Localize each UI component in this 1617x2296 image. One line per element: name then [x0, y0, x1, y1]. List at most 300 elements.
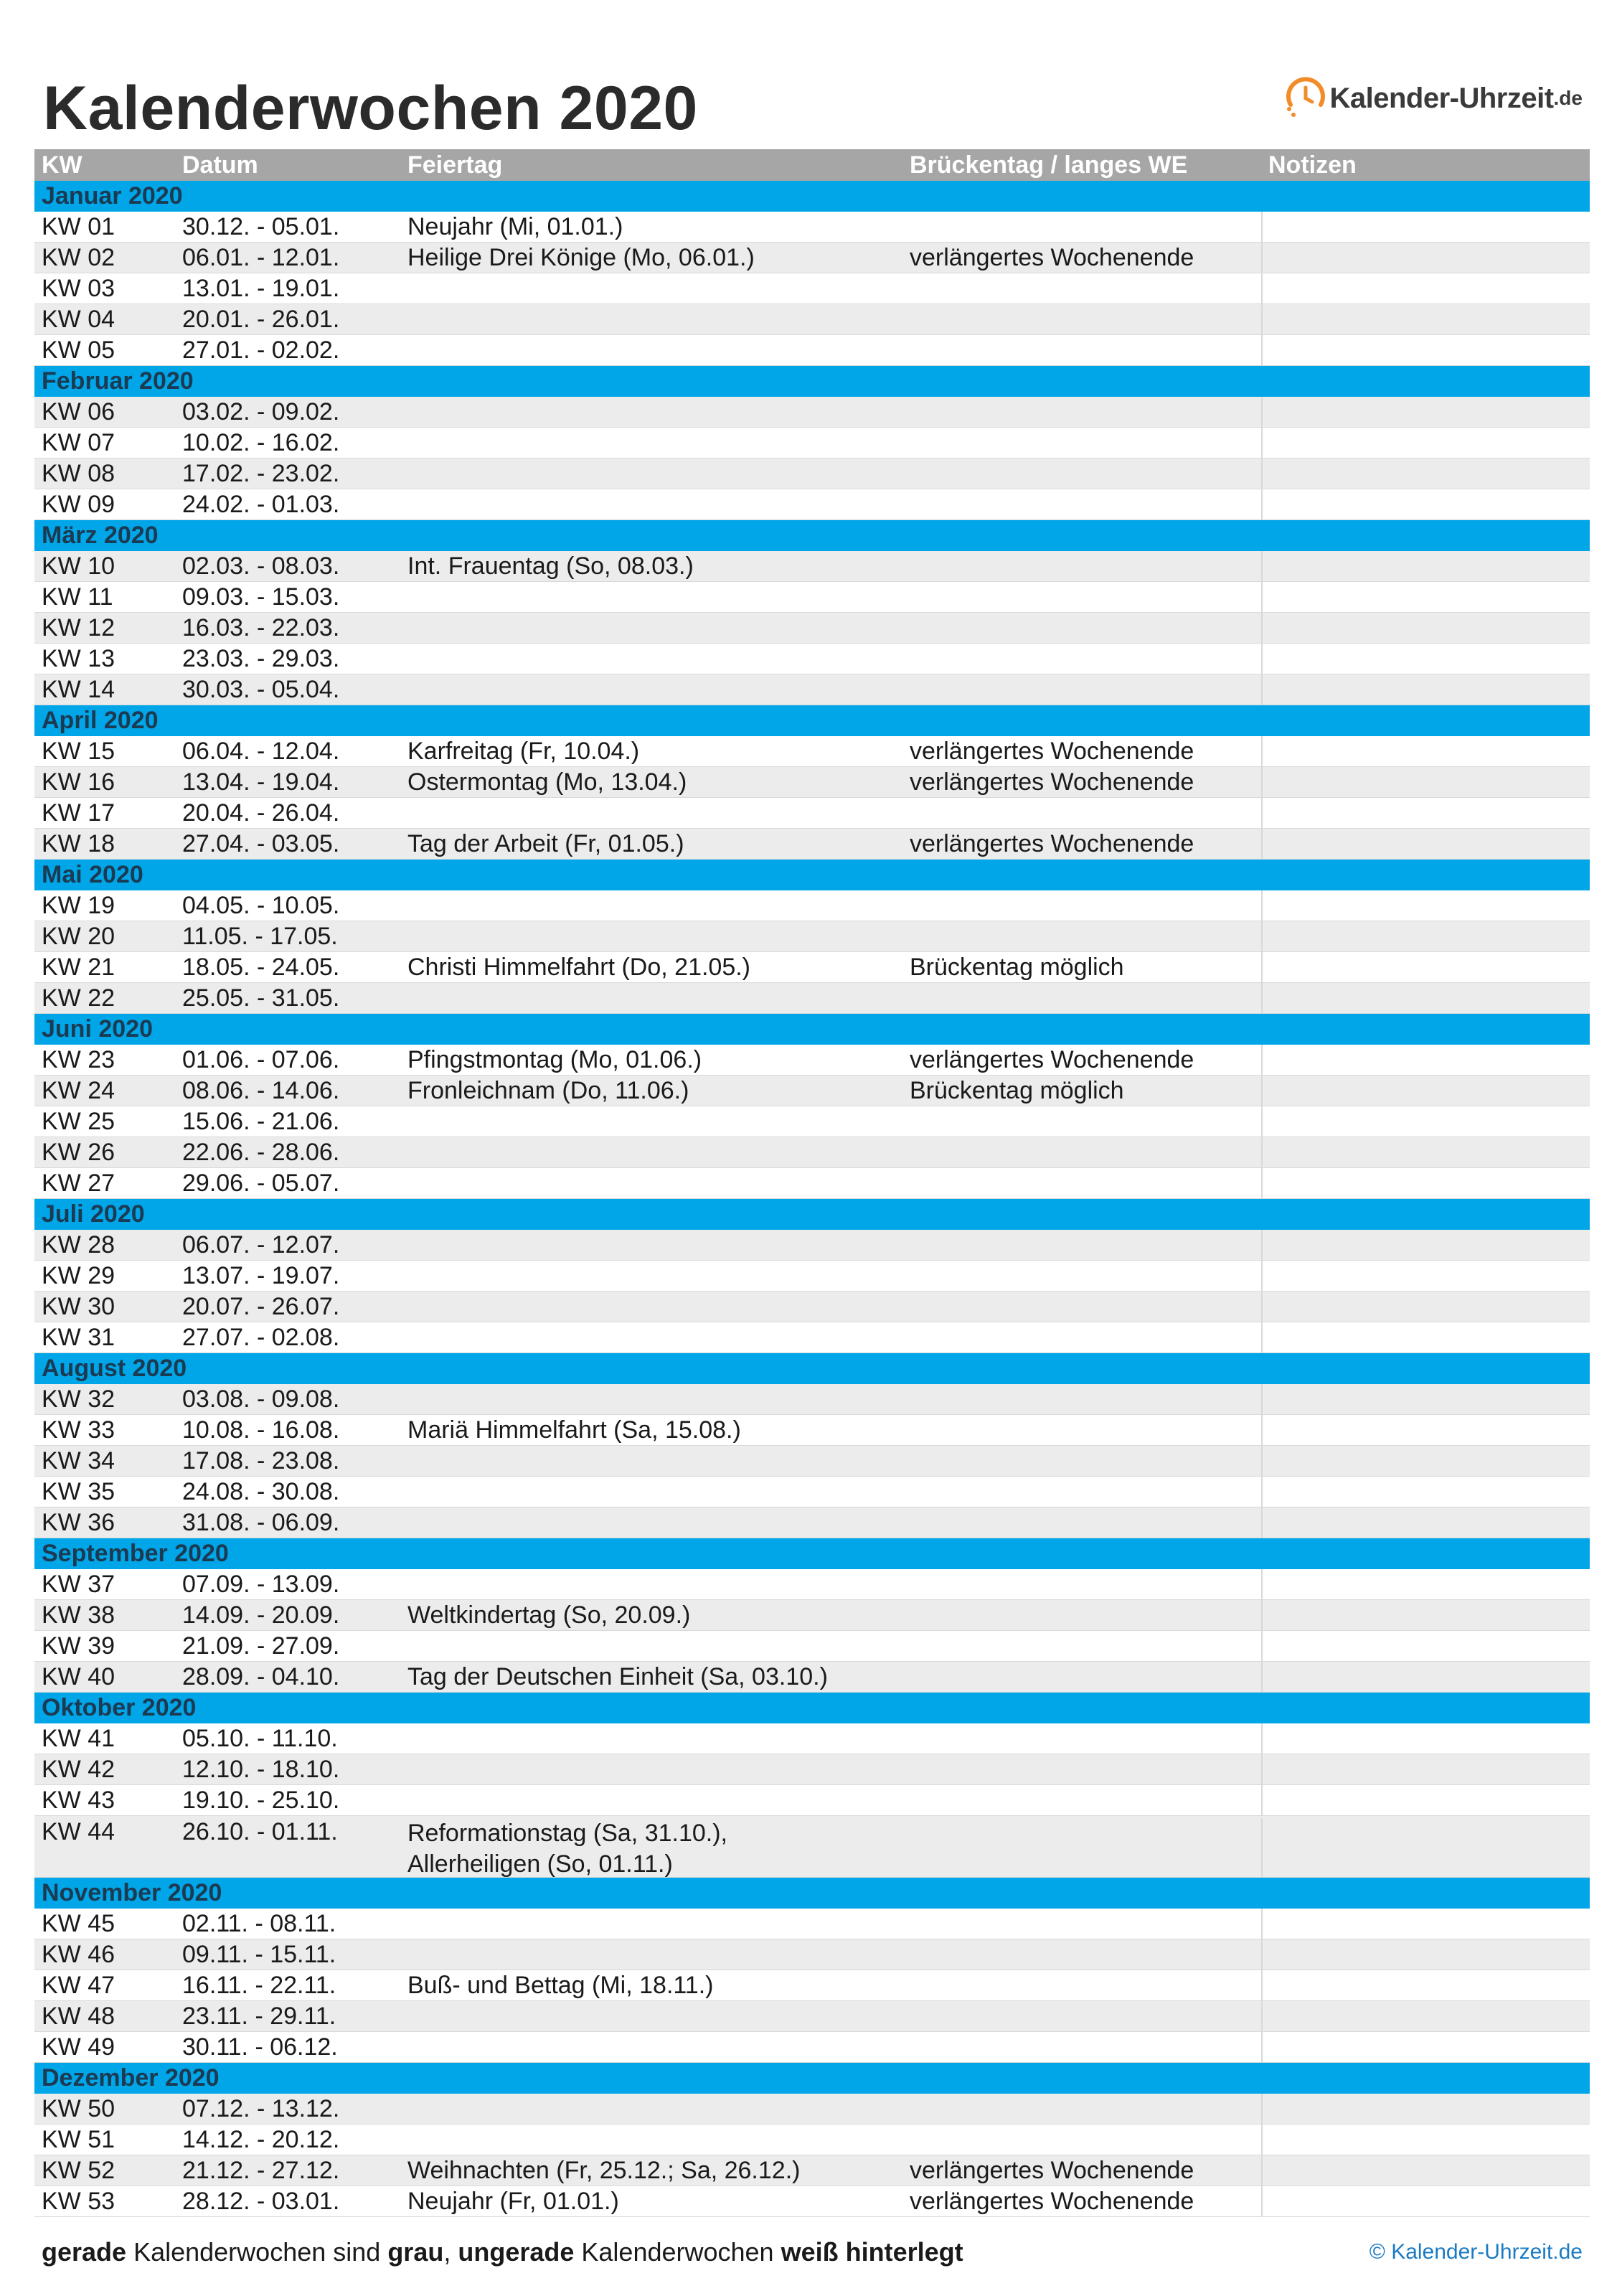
cell-notizen[interactable] — [1261, 1322, 1590, 1352]
cell-datum: 01.06. - 07.06. — [182, 1045, 340, 1073]
cell-kw: KW 28 — [42, 1231, 116, 1258]
header-notizen: Notizen — [1268, 151, 1357, 179]
cell-feiertag — [400, 2032, 902, 2062]
cell-feiertag — [400, 2125, 902, 2155]
cell-datum: 28.09. - 04.10. — [182, 1662, 340, 1690]
cell-kw: KW 36 — [42, 1508, 116, 1536]
cell-kw: KW 03 — [42, 274, 116, 302]
legend-text-1: Kalenderwochen sind — [126, 2237, 388, 2267]
cell-kw: KW 22 — [42, 984, 116, 1012]
cell-brueckentag — [902, 1415, 1261, 1445]
cell-datum: 30.03. - 05.04. — [182, 675, 340, 703]
page-title: Kalenderwochen 2020 — [43, 74, 698, 143]
cell-kw: KW 09 — [42, 490, 116, 518]
header-kw: KW — [42, 151, 82, 179]
month-row — [34, 1538, 1590, 1569]
cell-feiertag — [400, 1569, 902, 1599]
cell-notizen[interactable] — [1261, 2094, 1590, 2124]
cell-datum: 30.12. - 05.01. — [182, 212, 340, 240]
cell-feiertag — [400, 1446, 902, 1476]
month-row — [34, 1353, 1590, 1384]
cell-kw: KW 05 — [42, 336, 116, 364]
table-row — [34, 1415, 1590, 1446]
cell-brueckentag: Brückentag möglich — [910, 953, 1124, 981]
cell-notizen[interactable] — [1261, 983, 1590, 1013]
cell-notizen[interactable] — [1261, 829, 1590, 859]
cell-feiertag — [400, 273, 902, 304]
table-row — [34, 2125, 1590, 2155]
cell-feiertag: Neujahr (Fr, 01.01.) — [407, 2187, 619, 2215]
cell-feiertag — [400, 644, 902, 674]
cell-datum: 03.02. - 09.02. — [182, 397, 340, 425]
cell-datum: 27.01. - 02.02. — [182, 336, 340, 364]
cell-kw: KW 39 — [42, 1632, 116, 1660]
cell-feiertag — [400, 489, 902, 519]
table-row — [34, 1600, 1590, 1631]
cell-notizen[interactable] — [1261, 674, 1590, 705]
cell-brueckentag — [902, 1477, 1261, 1507]
table-row — [34, 983, 1590, 1014]
cell-datum: 10.08. - 16.08. — [182, 1416, 340, 1444]
table-row — [34, 1446, 1590, 1477]
cell-notizen[interactable] — [1261, 1106, 1590, 1137]
month-row — [34, 705, 1590, 736]
cell-kw: KW 17 — [42, 799, 116, 827]
table-row — [34, 890, 1590, 921]
table-row — [34, 674, 1590, 705]
month-label: Oktober 2020 — [42, 1694, 197, 1721]
cell-brueckentag — [902, 273, 1261, 304]
cell-notizen[interactable] — [1261, 428, 1590, 458]
table-row — [34, 1662, 1590, 1693]
cell-notizen[interactable] — [1261, 1723, 1590, 1754]
table-row — [34, 644, 1590, 674]
table-row — [34, 2094, 1590, 2125]
table-row — [34, 1106, 1590, 1137]
cell-datum: 09.11. - 15.11. — [182, 1940, 336, 1968]
cell-feiertag — [400, 2094, 902, 2124]
cell-kw: KW 12 — [42, 613, 116, 641]
cell-datum: 06.01. - 12.01. — [182, 243, 340, 271]
cell-feiertag — [400, 397, 902, 427]
legend-grau: grau — [387, 2237, 444, 2267]
cell-datum: 02.03. - 08.03. — [182, 552, 340, 580]
cell-brueckentag — [902, 1384, 1261, 1414]
table-row — [34, 1477, 1590, 1507]
logo-tld: .de — [1553, 87, 1583, 109]
cell-notizen[interactable] — [1261, 304, 1590, 334]
table-row — [34, 1045, 1590, 1076]
cell-kw: KW 15 — [42, 737, 116, 765]
cell-datum: 21.09. - 27.09. — [182, 1632, 340, 1660]
cell-brueckentag — [902, 335, 1261, 365]
cell-datum: 25.05. - 31.05. — [182, 984, 340, 1012]
cell-datum: 13.04. - 19.04. — [182, 768, 340, 796]
clock-logo-icon — [1283, 76, 1328, 121]
logo-text: Kalender-Uhrzeit — [1329, 82, 1554, 114]
cell-notizen[interactable] — [1261, 273, 1590, 304]
cell-brueckentag — [902, 2032, 1261, 2062]
cell-datum: 24.02. - 01.03. — [182, 490, 340, 518]
table-row — [34, 798, 1590, 829]
cell-notizen[interactable] — [1261, 1569, 1590, 1599]
cell-brueckentag — [902, 674, 1261, 705]
cell-notizen[interactable] — [1261, 1662, 1590, 1692]
cell-kw: KW 26 — [42, 1138, 116, 1166]
cell-notizen[interactable] — [1261, 2125, 1590, 2155]
cell-brueckentag — [902, 921, 1261, 951]
legend-ungerade: ungerade — [458, 2237, 575, 2267]
cell-feiertag — [400, 335, 902, 365]
month-row — [34, 1014, 1590, 1045]
legend-footer — [42, 2237, 963, 2267]
cell-notizen[interactable] — [1261, 458, 1590, 489]
cell-datum: 03.08. - 09.08. — [182, 1385, 340, 1413]
table-row — [34, 1939, 1590, 1970]
cell-notizen[interactable] — [1261, 1970, 1590, 2000]
cell-feiertag — [400, 1631, 902, 1661]
month-row — [34, 860, 1590, 890]
legend-gerade: gerade — [42, 2237, 127, 2267]
cell-datum: 24.08. - 30.08. — [182, 1477, 340, 1505]
cell-brueckentag — [902, 613, 1261, 643]
cell-notizen[interactable] — [1261, 1477, 1590, 1507]
cell-kw: KW 50 — [42, 2094, 116, 2122]
cell-brueckentag: verlängertes Wochenende — [910, 737, 1194, 765]
cell-kw: KW 11 — [42, 583, 113, 611]
cell-feiertag: Neujahr (Mi, 01.01.) — [407, 212, 623, 240]
cell-kw: KW 01 — [42, 212, 116, 240]
cell-notizen[interactable] — [1261, 1785, 1590, 1815]
cell-kw: KW 40 — [42, 1662, 116, 1690]
cell-brueckentag — [902, 2001, 1261, 2031]
cell-datum: 16.11. - 22.11. — [182, 1971, 336, 1999]
month-label: Februar 2020 — [42, 367, 194, 395]
cell-brueckentag — [902, 798, 1261, 828]
cell-kw: KW 02 — [42, 243, 116, 271]
cell-feiertag — [400, 304, 902, 334]
calendar-week-table — [34, 149, 1590, 2217]
cell-notizen[interactable] — [1261, 1261, 1590, 1291]
table-row — [34, 428, 1590, 458]
table-row — [34, 2001, 1590, 2032]
cell-datum: 06.04. - 12.04. — [182, 737, 340, 765]
cell-notizen[interactable] — [1261, 1446, 1590, 1476]
cell-datum: 13.01. - 19.01. — [182, 274, 340, 302]
table-row — [34, 582, 1590, 613]
cell-brueckentag — [902, 1818, 1261, 1877]
cell-feiertag — [400, 1754, 902, 1784]
cell-datum: 17.02. - 23.02. — [182, 459, 340, 487]
table-row — [34, 921, 1590, 952]
cell-notizen[interactable] — [1261, 890, 1590, 921]
table-row — [34, 736, 1590, 767]
header-brueckentag: Brückentag / langes WE — [910, 151, 1188, 179]
cell-brueckentag — [902, 1662, 1261, 1692]
cell-notizen[interactable] — [1261, 1754, 1590, 1784]
cell-brueckentag — [902, 1939, 1261, 1970]
cell-datum: 16.03. - 22.03. — [182, 613, 340, 641]
cell-brueckentag — [902, 1909, 1261, 1939]
cell-brueckentag: verlängertes Wochenende — [910, 1045, 1194, 1073]
cell-kw: KW 07 — [42, 428, 116, 456]
cell-feiertag — [400, 1292, 902, 1322]
cell-kw: KW 06 — [42, 397, 116, 425]
cell-notizen[interactable] — [1261, 2032, 1590, 2062]
cell-brueckentag — [902, 397, 1261, 427]
cell-kw: KW 30 — [42, 1292, 116, 1320]
cell-notizen[interactable] — [1261, 798, 1590, 828]
cell-notizen[interactable] — [1261, 212, 1590, 242]
cell-brueckentag — [902, 212, 1261, 242]
cell-feiertag — [400, 582, 902, 612]
table-row — [34, 1631, 1590, 1662]
cell-brueckentag: verlängertes Wochenende — [910, 243, 1194, 271]
cell-feiertag — [400, 1723, 902, 1754]
cell-kw: KW 24 — [42, 1076, 116, 1104]
cell-datum: 30.11. - 06.12. — [182, 2033, 338, 2061]
cell-notizen[interactable] — [1261, 582, 1590, 612]
cell-brueckentag — [902, 1569, 1261, 1599]
cell-feiertag: Ostermontag (Mo, 13.04.) — [407, 768, 687, 796]
legend-weiss: weiß hinterlegt — [781, 2237, 963, 2267]
cell-notizen[interactable] — [1261, 1076, 1590, 1106]
cell-feiertag — [400, 2001, 902, 2031]
cell-feiertag — [400, 1168, 902, 1198]
cell-feiertag — [400, 1384, 902, 1414]
cell-brueckentag — [902, 1754, 1261, 1784]
cell-feiertag: Weihnachten (Fr, 25.12.; Sa, 26.12.) — [407, 2156, 801, 2184]
table-row — [34, 458, 1590, 489]
cell-kw: KW 10 — [42, 552, 116, 580]
cell-datum: 19.10. - 25.10. — [182, 1786, 340, 1814]
cell-notizen[interactable] — [1261, 1045, 1590, 1075]
month-label: August 2020 — [42, 1355, 187, 1382]
table-row — [34, 767, 1590, 798]
cell-notizen[interactable] — [1261, 1818, 1590, 1877]
month-row — [34, 520, 1590, 551]
cell-notizen[interactable] — [1261, 2155, 1590, 2186]
cell-feiertag: Tag der Arbeit (Fr, 01.05.) — [407, 829, 684, 857]
cell-kw: KW 34 — [42, 1446, 116, 1474]
cell-feiertag — [400, 921, 902, 951]
cell-feiertag: Pfingstmontag (Mo, 01.06.) — [407, 1045, 702, 1073]
table-row — [34, 1168, 1590, 1199]
cell-datum: 09.03. - 15.03. — [182, 583, 340, 611]
month-label: Mai 2020 — [42, 861, 143, 888]
cell-feiertag — [400, 1322, 902, 1352]
cell-datum: 23.11. - 29.11. — [182, 2002, 336, 2030]
month-row — [34, 366, 1590, 397]
cell-kw: KW 08 — [42, 459, 116, 487]
cell-datum: 28.12. - 03.01. — [182, 2187, 340, 2215]
cell-brueckentag — [902, 582, 1261, 612]
month-label: September 2020 — [42, 1540, 229, 1567]
cell-kw: KW 16 — [42, 768, 116, 796]
month-row — [34, 181, 1590, 212]
cell-kw: KW 43 — [42, 1786, 116, 1814]
cell-datum: 23.03. - 29.03. — [182, 644, 340, 672]
cell-kw: KW 38 — [42, 1601, 116, 1629]
cell-datum: 04.05. - 10.05. — [182, 891, 340, 919]
cell-datum: 20.07. - 26.07. — [182, 1292, 340, 1320]
cell-notizen[interactable] — [1261, 2001, 1590, 2031]
table-row — [34, 1137, 1590, 1168]
table-row — [34, 273, 1590, 304]
table-row — [34, 2186, 1590, 2217]
cell-notizen[interactable] — [1261, 1292, 1590, 1322]
cell-notizen[interactable] — [1261, 1600, 1590, 1630]
cell-brueckentag — [902, 458, 1261, 489]
cell-datum: 26.10. - 01.11. — [182, 1818, 338, 1845]
cell-notizen[interactable] — [1261, 1631, 1590, 1661]
month-label: Dezember 2020 — [42, 2064, 220, 2092]
cell-feiertag: Tag der Deutschen Einheit (Sa, 03.10.) — [407, 1662, 828, 1690]
cell-datum: 07.12. - 13.12. — [182, 2094, 340, 2122]
cell-feiertag — [400, 1909, 902, 1939]
cell-datum: 10.02. - 16.02. — [182, 428, 340, 456]
table-row — [34, 952, 1590, 983]
cell-kw: KW 29 — [42, 1261, 116, 1289]
cell-brueckentag: verlängertes Wochenende — [910, 768, 1194, 796]
cell-notizen[interactable] — [1261, 1415, 1590, 1445]
cell-notizen[interactable] — [1261, 1137, 1590, 1167]
cell-notizen[interactable] — [1261, 2186, 1590, 2216]
cell-feiertag — [400, 613, 902, 643]
cell-kw: KW 14 — [42, 675, 116, 703]
cell-kw: KW 32 — [42, 1385, 116, 1413]
table-row — [34, 1569, 1590, 1600]
cell-kw: KW 48 — [42, 2002, 116, 2030]
cell-notizen[interactable] — [1261, 1230, 1590, 1260]
table-row — [34, 1230, 1590, 1261]
cell-kw: KW 13 — [42, 644, 116, 672]
cell-feiertag — [400, 1785, 902, 1815]
cell-kw: KW 33 — [42, 1416, 116, 1444]
table-row — [34, 613, 1590, 644]
cell-datum: 27.07. - 02.08. — [182, 1323, 340, 1351]
cell-brueckentag — [902, 1292, 1261, 1322]
table-row — [34, 397, 1590, 428]
cell-notizen[interactable] — [1261, 489, 1590, 519]
site-logo[interactable] — [1283, 76, 1583, 121]
table-row — [34, 1816, 1590, 1878]
cell-datum: 20.01. - 26.01. — [182, 305, 340, 333]
cell-datum: 18.05. - 24.05. — [182, 953, 340, 981]
cell-brueckentag — [902, 890, 1261, 921]
month-label: Januar 2020 — [42, 182, 183, 210]
table-row — [34, 2032, 1590, 2063]
table-row — [34, 1384, 1590, 1415]
cell-brueckentag — [902, 1137, 1261, 1167]
month-label: März 2020 — [42, 522, 159, 549]
cell-notizen[interactable] — [1261, 551, 1590, 581]
cell-brueckentag — [902, 1322, 1261, 1352]
cell-brueckentag — [902, 1168, 1261, 1198]
cell-notizen[interactable] — [1261, 397, 1590, 427]
table-row — [34, 829, 1590, 860]
cell-notizen[interactable] — [1261, 335, 1590, 365]
cell-notizen[interactable] — [1261, 1909, 1590, 1939]
header-feiertag: Feiertag — [407, 151, 503, 179]
cell-kw: KW 27 — [42, 1169, 116, 1197]
table-row — [34, 335, 1590, 366]
month-row — [34, 1693, 1590, 1723]
cell-kw: KW 46 — [42, 1940, 116, 1968]
cell-kw: KW 44 — [42, 1818, 116, 1845]
cell-notizen[interactable] — [1261, 613, 1590, 643]
cell-notizen[interactable] — [1261, 1939, 1590, 1970]
cell-brueckentag — [902, 2094, 1261, 2124]
cell-feiertag — [400, 1137, 902, 1167]
cell-datum: 07.09. - 13.09. — [182, 1570, 340, 1598]
header-datum: Datum — [182, 151, 258, 179]
cell-kw: KW 04 — [42, 305, 116, 333]
cell-notizen[interactable] — [1261, 1507, 1590, 1538]
cell-brueckentag — [902, 489, 1261, 519]
cell-feiertag: Mariä Himmelfahrt (Sa, 15.08.) — [407, 1416, 741, 1444]
cell-datum: 14.12. - 20.12. — [182, 2125, 340, 2153]
cell-feiertag: Heilige Drei Könige (Mo, 06.01.) — [407, 243, 755, 271]
cell-brueckentag — [902, 2125, 1261, 2155]
cell-brueckentag — [902, 1230, 1261, 1260]
cell-feiertag: Reformationstag (Sa, 31.10.), Allerheiligen (So, 01.11.) — [407, 1820, 728, 1877]
cell-notizen[interactable] — [1261, 1384, 1590, 1414]
cell-datum: 17.08. - 23.08. — [182, 1446, 340, 1474]
cell-feiertag — [400, 1477, 902, 1507]
table-row — [34, 2155, 1590, 2186]
cell-datum: 15.06. - 21.06. — [182, 1107, 340, 1135]
cell-datum: 02.11. - 08.11. — [182, 1909, 336, 1937]
cell-notizen[interactable] — [1261, 243, 1590, 273]
cell-feiertag — [400, 1939, 902, 1970]
cell-kw: KW 25 — [42, 1107, 116, 1135]
cell-datum: 22.06. - 28.06. — [182, 1138, 340, 1166]
cell-feiertag — [400, 1230, 902, 1260]
cell-kw: KW 23 — [42, 1045, 116, 1073]
cell-kw: KW 19 — [42, 891, 116, 919]
cell-notizen[interactable] — [1261, 952, 1590, 982]
cell-notizen[interactable] — [1261, 921, 1590, 951]
copyright-link[interactable]: © Kalender-Uhrzeit.de — [1369, 2240, 1583, 2264]
cell-feiertag — [400, 1261, 902, 1291]
cell-brueckentag: verlängertes Wochenende — [910, 2156, 1194, 2184]
cell-notizen[interactable] — [1261, 1168, 1590, 1198]
month-label: Juni 2020 — [42, 1015, 153, 1043]
cell-datum: 06.07. - 12.07. — [182, 1231, 340, 1258]
cell-feiertag: Int. Frauentag (So, 08.03.) — [407, 552, 694, 580]
cell-feiertag: Weltkindertag (So, 20.09.) — [407, 1601, 691, 1629]
cell-datum: 20.04. - 26.04. — [182, 799, 340, 827]
cell-brueckentag — [902, 1446, 1261, 1476]
cell-feiertag — [400, 983, 902, 1013]
cell-notizen[interactable] — [1261, 644, 1590, 674]
cell-feiertag: Karfreitag (Fr, 10.04.) — [407, 737, 640, 765]
month-row — [34, 2063, 1590, 2094]
table-row — [34, 1785, 1590, 1816]
table-row — [34, 1076, 1590, 1106]
cell-feiertag — [400, 458, 902, 489]
cell-datum: 08.06. - 14.06. — [182, 1076, 340, 1104]
cell-kw: KW 37 — [42, 1570, 116, 1598]
cell-datum: 21.12. - 27.12. — [182, 2156, 340, 2184]
cell-notizen[interactable] — [1261, 767, 1590, 797]
cell-notizen[interactable] — [1261, 736, 1590, 766]
table-row — [34, 1261, 1590, 1292]
cell-brueckentag — [902, 1631, 1261, 1661]
table-row — [34, 551, 1590, 582]
table-row — [34, 212, 1590, 243]
